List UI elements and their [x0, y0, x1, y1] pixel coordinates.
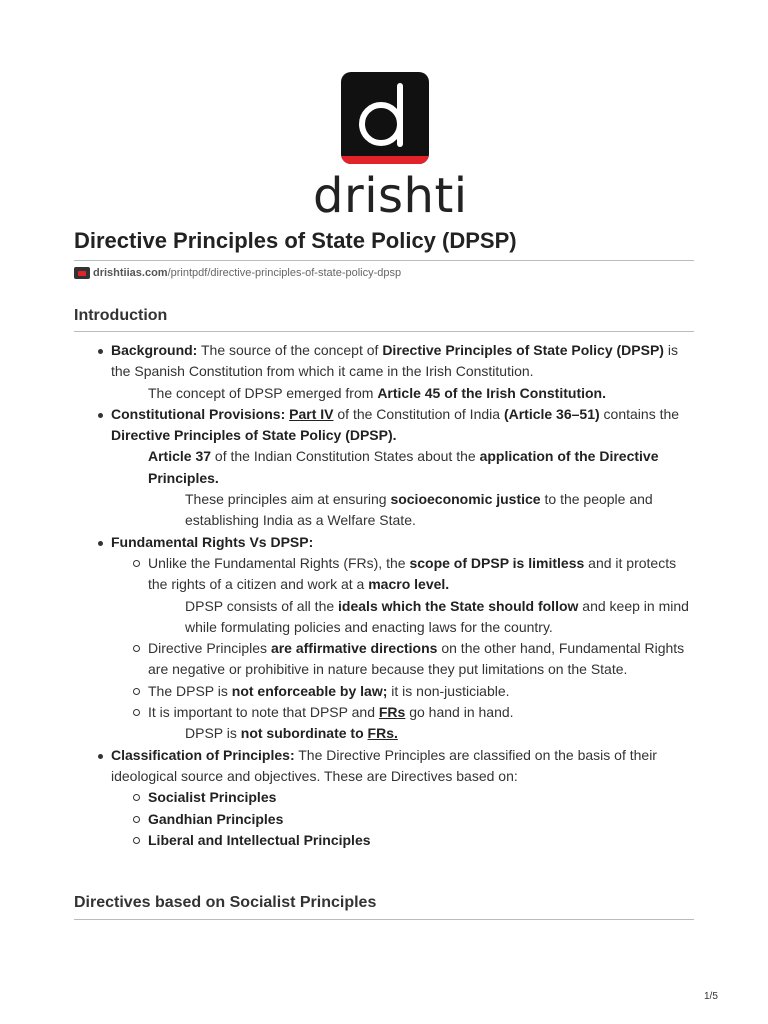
classification-sublist — [111, 787, 699, 851]
text: of the Constitution of India — [333, 405, 504, 422]
constitutional-provisions-label: Constitutional Provisions: — [111, 405, 286, 422]
frs-link[interactable]: FRs. — [367, 725, 398, 742]
article-content — [74, 340, 699, 851]
text: go hand in hand. — [405, 704, 514, 721]
fr-sublist — [111, 553, 699, 745]
bold-text: not subordinate to — [240, 725, 368, 742]
section-divider — [74, 919, 694, 920]
page-number: 1/5 — [704, 991, 718, 1002]
bold-text: Socialist Principles — [148, 789, 277, 806]
sub-list-item — [111, 830, 699, 851]
text: it is non-justiciable. — [387, 682, 510, 699]
text: The source of the concept of — [197, 342, 383, 358]
text: contains the — [599, 405, 680, 422]
fr-vs-dpsp-label: Fundamental Rights Vs DPSP: — [111, 533, 314, 550]
bold-text: ideals which the State should follow — [338, 597, 579, 614]
logo-tile — [341, 72, 429, 164]
source-domain[interactable]: drishtiias.com — [93, 267, 168, 279]
text: It is important to note that DPSP and — [148, 704, 379, 721]
text: These principles aim at ensuring — [185, 491, 391, 508]
text: The concept of DPSP emerged from — [148, 384, 378, 401]
sub-list-item — [111, 702, 699, 745]
sub-point — [148, 723, 699, 744]
sub-point — [111, 383, 699, 404]
bold-text: Article 45 of the Irish Constitution. — [377, 384, 606, 401]
text: Directive Principles — [148, 640, 271, 657]
text: DPSP consists of all the — [185, 597, 339, 614]
drishti-logo — [313, 72, 468, 224]
bold-text: (Article 36–51) — [503, 405, 600, 422]
list-item-fundamental-rights-vs-dpsp — [74, 532, 699, 745]
list-item-constitutional-provisions — [74, 404, 699, 532]
source-url[interactable] — [74, 266, 401, 280]
list-item-classification — [74, 745, 699, 851]
text: and keep in mind while formulating policies and enacting laws for the country. — [185, 597, 689, 635]
bold-text: Directive Principles of State Policy (DPSP) — [382, 342, 664, 358]
text: on the other hand, Fundamental Rights are negative or prohibitive in nature because they put limitations on the State. — [148, 640, 685, 678]
text: The DPSP is — [148, 682, 232, 699]
bold-text: not enforceable by law; — [231, 682, 388, 699]
text: and it protects the rights of a citizen and work at a — [148, 554, 677, 593]
sub-point — [148, 596, 699, 639]
source-path[interactable]: /printpdf/directive-principles-of-state-policy-dpsp — [167, 267, 402, 279]
bold-text: Directive Principles of State Policy (DPSP). — [111, 427, 397, 444]
bold-text: Article 37 — [148, 448, 212, 465]
sub-list-item — [111, 681, 699, 702]
logo-wordmark: drishti — [313, 168, 468, 224]
sub-point — [111, 446, 699, 531]
logo-red-band — [341, 156, 429, 164]
page-title: Directive Principles of State Policy (DPSP) — [74, 228, 517, 253]
text: to the people and establishing India as a Welfare State. — [185, 491, 653, 529]
text: of the Indian Constitution States about the — [211, 448, 480, 465]
bold-text: application of the Directive Principles. — [148, 448, 659, 486]
sub-list-item — [111, 787, 699, 808]
section-divider — [74, 331, 694, 332]
bold-text: Liberal and Intellectual Principles — [148, 831, 371, 848]
site-favicon-icon — [74, 267, 90, 279]
bold-text: scope of DPSP is limitless — [409, 554, 585, 571]
bold-text: socioeconomic justice — [390, 491, 541, 508]
bold-text: macro level. — [368, 576, 450, 593]
part-iv-link[interactable]: Part IV — [289, 405, 334, 422]
section-heading-introduction: Introduction — [74, 307, 168, 324]
intro-list — [74, 340, 699, 851]
list-item-background — [74, 340, 699, 404]
sub-list-item — [111, 553, 699, 638]
bold-text: are affirmative directions — [270, 640, 438, 657]
background-label: Background: — [111, 342, 198, 358]
frs-link[interactable]: FRs — [378, 704, 406, 721]
sub-list-item — [111, 809, 699, 830]
sub-list-item — [111, 638, 699, 681]
logo-d-icon — [341, 72, 429, 164]
sub-sub-point — [148, 489, 699, 532]
text: is the Spanish Constitution from which it came in the Irish Constitution. — [111, 342, 678, 380]
text: DPSP is — [185, 725, 241, 742]
section-heading-socialist-principles: Directives based on Socialist Principles — [74, 894, 377, 911]
text: The Directive Principles are classified on the basis of their ideological source and objectives. These are Directives based on: — [111, 746, 657, 784]
classification-label: Classification of Principles: — [111, 746, 295, 763]
text: Unlike the Fundamental Rights (FRs), the — [148, 554, 410, 571]
title-divider — [74, 260, 694, 261]
bold-text: Gandhian Principles — [148, 810, 284, 827]
